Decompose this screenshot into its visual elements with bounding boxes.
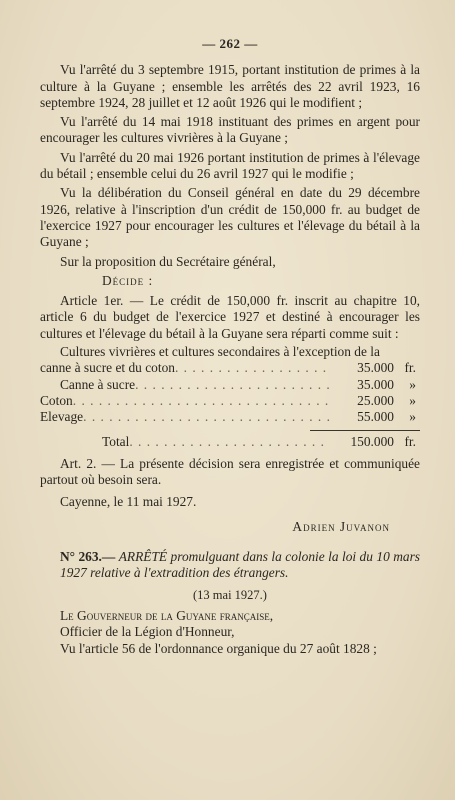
decide-heading: Décide : (102, 272, 154, 288)
paragraph-vu-1918: Vu l'arrêté du 14 mai 1918 instituant des primes en argent pour encourager les cultures vivrières à la Guyane ; (40, 114, 420, 146)
document-body (40, 36, 420, 657)
arrete-263-heading (40, 549, 420, 582)
article-1: Article 1er. — Le crédit de 150,000 fr. inscrit au chapitre 10, article 6 du budget de l'exercice 1927 et destiné à encourager les cultures et l'élevage du bétail à la Guyane sera réparti comme suit : (40, 293, 420, 341)
repartition-total: Total . . . 150.000 fr. (40, 434, 420, 450)
repartition-intro: Cultures vivrières et cultures secondaires à l'exception de la (60, 344, 380, 360)
place-date: Cayenne, le 11 mai 1927. (60, 494, 197, 510)
total-rule (310, 430, 420, 431)
repartition-row: Elevage . . . 55.000 » (40, 409, 420, 425)
arrete-date: (13 mai 1927.) (193, 587, 267, 602)
page-number: — 262 — (202, 36, 258, 51)
repartition-table (40, 344, 420, 450)
article-2: Art. 2. — La présente décision sera enregistrée et communiquée partout où besoin sera. (40, 455, 420, 488)
repartition-row: canne à sucre et du coton . . . 35.000 fr. (40, 360, 420, 376)
repartition-row: Canne à sucre . . . 35.000 » (40, 377, 420, 393)
paragraph-deliberation: Vu la délibération du Conseil général en date du 29 décembre 1926, relative à l'inscription d'un crédit de 150,000 fr. au budget de l'exercice 1927 pour encourager les cultures et l'élevage du bétail à la Guyane ; (40, 185, 420, 250)
repartition-row: Coton . . . 25.000 » (40, 393, 420, 409)
paragraph-vu-1926: Vu l'arrêté du 20 mai 1926 portant institution de primes à l'élevage du bétail ; ensemble celui du 26 avril 1927 qui le modifie ; (40, 149, 420, 182)
governor-line: Le Gouverneur de la Guyane française, (60, 607, 274, 623)
paragraph-vu-1915: Vu l'arrêté du 3 septembre 1915, portant institution de primes à la culture à la Guyane ; ensemble les arrêtés des 22 avril 1923, 16 septembre 1924, 28 juillet et 12 août 1926 qui le modifient ; (40, 62, 420, 110)
arrete-title: ARRÊTÉ promulguant dans la colonie la loi du 10 mars 1927 relative à l'extradition des étrangers. (60, 549, 420, 581)
officer-line: Officier de la Légion d'Honneur, (60, 624, 235, 640)
arrete-number: N° 263.— (60, 549, 116, 565)
signature: Adrien Juvanon (292, 518, 390, 534)
paragraph-proposition: Sur la proposition du Secrétaire général, (60, 253, 276, 269)
vu-article-56: Vu l'article 56 de l'ordonnance organique du 27 août 1828 ; (60, 640, 377, 656)
